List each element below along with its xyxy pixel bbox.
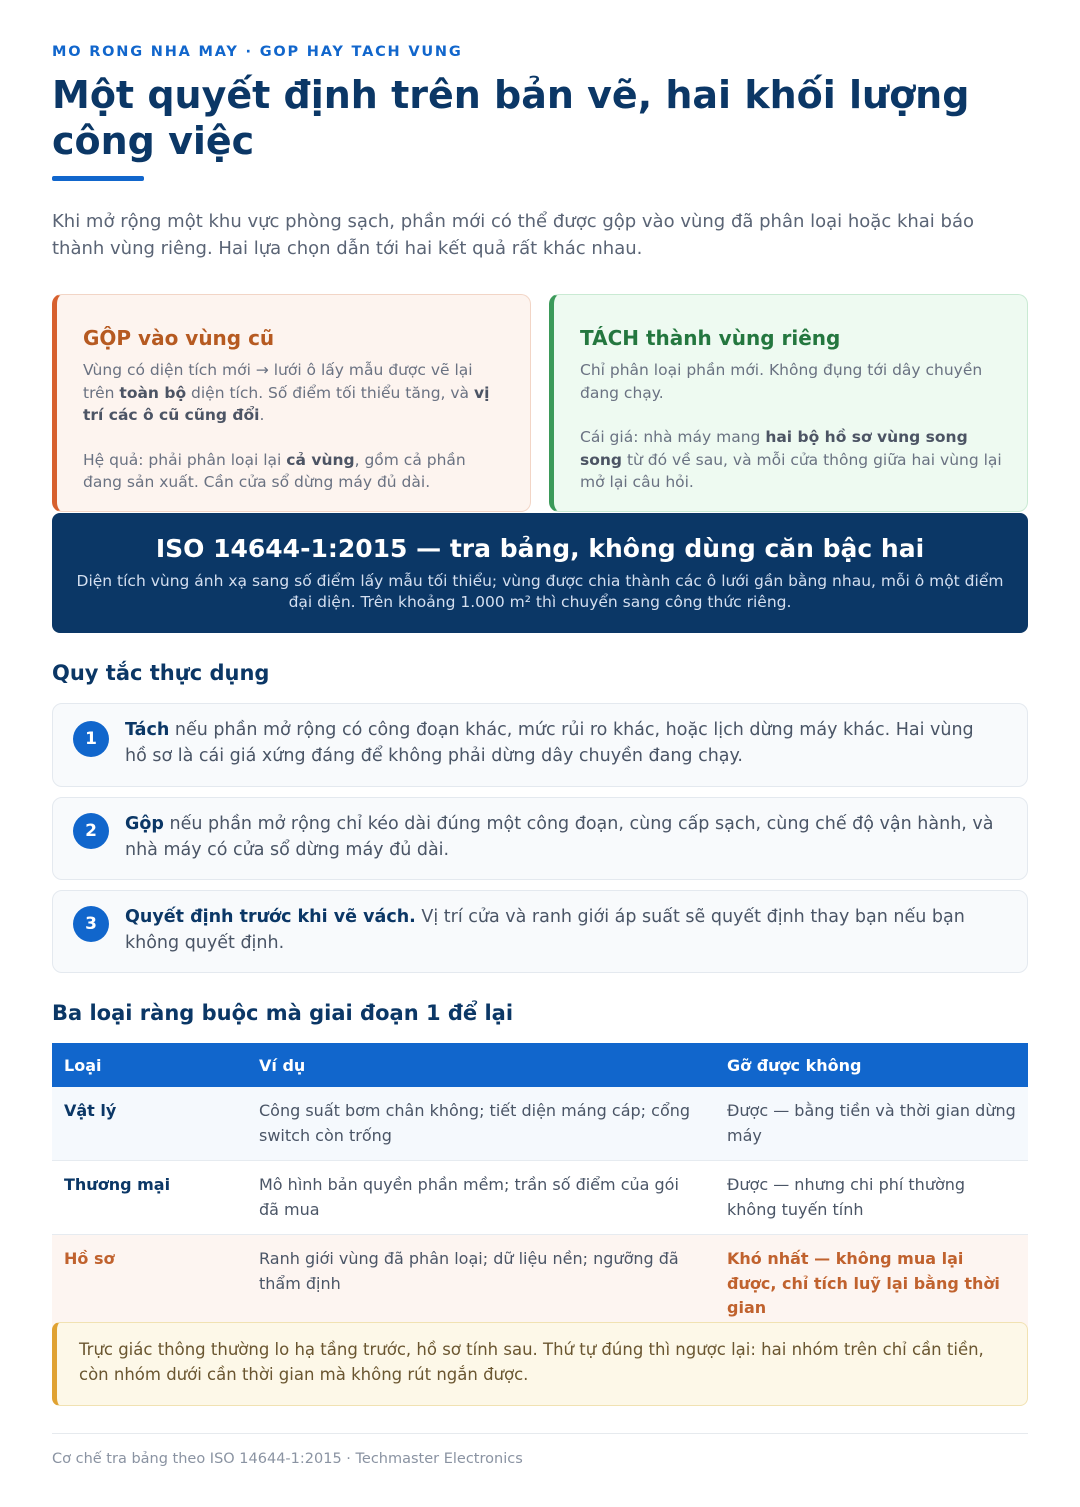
split-text-segment: Cái giá: nhà máy mang — [580, 428, 766, 446]
merge-text-segment: Vùng có diện tích mới → lưới ô lấy mẫu được vẽ lại trên — [83, 361, 473, 402]
merge-text-segment: , gồm cả phần đang sản xuất. Cần cửa sổ dừng máy đủ dài. — [83, 450, 466, 491]
table-header-row — [52, 1043, 1028, 1087]
merge-text-segment: . — [259, 406, 265, 424]
merge-card-title: GỘP vào vùng cũ — [83, 326, 275, 350]
rule-text — [125, 905, 997, 956]
table-row-highlight — [52, 1235, 1028, 1334]
rules-heading: Quy tắc thực dụng — [52, 661, 270, 685]
merge-text-emphasis: toàn bộ — [119, 383, 187, 402]
rule-text — [125, 718, 997, 769]
rule-text — [125, 812, 997, 863]
footer-divider — [52, 1433, 1028, 1434]
rule-keyword: Tách — [125, 720, 170, 740]
column-header-type: Loại — [52, 1043, 247, 1087]
table-row — [52, 1087, 1028, 1161]
rule-body: Vị trí cửa và ranh giới áp suất sẽ quyết định thay bạn nếu bạn không quyết định. — [125, 907, 965, 953]
merge-text-segment: diện tích. Số điểm tối thiểu tăng, và — [186, 383, 474, 402]
constraints-table — [52, 1043, 1028, 1334]
rule-keyword: Quyết định trước khi vẽ vách. — [125, 907, 416, 927]
cell-removable: Được — bằng tiền và thời gian dừng máy — [715, 1087, 1028, 1161]
cell-type: Thương mại — [52, 1161, 247, 1235]
rule-keyword: Gộp — [125, 814, 164, 834]
rule-card-1 — [52, 703, 1028, 787]
split-card — [549, 294, 1028, 512]
iso-banner — [52, 513, 1028, 633]
split-card-text-2 — [580, 426, 1003, 494]
rule-body: nếu phần mở rộng có công đoạn khác, mức rủi ro khác, hoặc lịch dừng máy khác. Hai vùng hồ sơ là cái giá xứng đáng để không phải dừng dây chuyền đang chạy. — [125, 720, 974, 766]
cell-example: Công suất bơm chân không; tiết diện máng cáp; cổng switch còn trống — [247, 1087, 715, 1161]
rule-card-2 — [52, 797, 1028, 880]
split-card-title: TÁCH thành vùng riêng — [580, 326, 841, 350]
eyebrow: MO RONG NHA MAY · GOP HAY TACH VUNG — [52, 44, 463, 60]
merge-text-segment: Hệ quả: phải phân loại lại — [83, 450, 287, 469]
iso-banner-title: ISO 14644-1:2015 — tra bảng, không dùng căn bậc hai — [155, 534, 925, 563]
column-header-removable: Gỡ được không — [715, 1043, 1028, 1087]
constraints-heading: Ba loại ràng buộc mà giai đoạn 1 để lại — [52, 1001, 514, 1025]
rule-body: nếu phần mở rộng chỉ kéo dài đúng một công đoạn, cùng cấp sạch, cùng chế độ vận hành, và nhà máy có cửa sổ dừng máy đủ dài. — [125, 814, 994, 860]
merge-card — [52, 294, 531, 512]
cell-type: Hồ sơ — [52, 1235, 247, 1334]
page-title: Một quyết định trên bản vẽ, hai khối lượng công việc — [52, 73, 970, 163]
callout-note: Trực giác thông thường lo hạ tầng trước, hồ sơ tính sau. Thứ tự đúng thì ngược lại: hai nhóm trên chỉ cần tiền, còn nhóm dưới cần thời gian mà không rút ngắn được. — [52, 1322, 1028, 1406]
merge-card-text-1 — [83, 359, 506, 427]
title-underline — [52, 176, 144, 181]
rule-number-badge: 3 — [73, 906, 109, 942]
column-header-example: Ví dụ — [247, 1043, 715, 1087]
split-text-segment: từ đó về sau, và mỗi cửa thông giữa hai vùng lại mở lại câu hỏi. — [580, 450, 1002, 491]
split-text-emphasis: hai bộ hồ sơ vùng song song — [580, 428, 968, 469]
iso-banner-text: Diện tích vùng ánh xạ sang số điểm lấy mẫu tối thiểu; vùng được chia thành các ô lưới gần bằng nhau, mỗi ô một điểm đại diện. Trên khoảng 1.000 m² thì chuyển sang công thức riêng. — [76, 572, 1004, 611]
table-row — [52, 1161, 1028, 1235]
footer-text: Cơ chế tra bảng theo ISO 14644-1:2015 · Techmaster Electronics — [52, 1451, 523, 1467]
cell-removable: Được — nhưng chi phí thường không tuyến tính — [715, 1161, 1028, 1235]
merge-card-text-2 — [83, 449, 506, 494]
intro-paragraph: Khi mở rộng một khu vực phòng sạch, phần mới có thể được gộp vào vùng đã phân loại hoặc khai báo thành vùng riêng. Hai lựa chọn dẫn tới hai kết quả rất khác nhau. — [52, 211, 974, 259]
split-card-text-1: Chỉ phân loại phần mới. Không đụng tới dây chuyền đang chạy. — [580, 361, 983, 402]
rule-number-badge: 2 — [73, 813, 109, 849]
cell-example: Ranh giới vùng đã phân loại; dữ liệu nền; ngưỡng đã thẩm định — [247, 1235, 715, 1334]
merge-text-emphasis: cả vùng — [286, 450, 355, 469]
cell-removable: Khó nhất — không mua lại được, chỉ tích luỹ lại bằng thời gian — [715, 1235, 1028, 1334]
cell-example: Mô hình bản quyền phần mềm; trần số điểm của gói đã mua — [247, 1161, 715, 1235]
rule-card-3 — [52, 890, 1028, 973]
merge-text-emphasis: vị trí các ô cũ cũng đổi — [83, 383, 490, 424]
cell-type: Vật lý — [52, 1087, 247, 1161]
rule-number-badge: 1 — [73, 721, 109, 757]
